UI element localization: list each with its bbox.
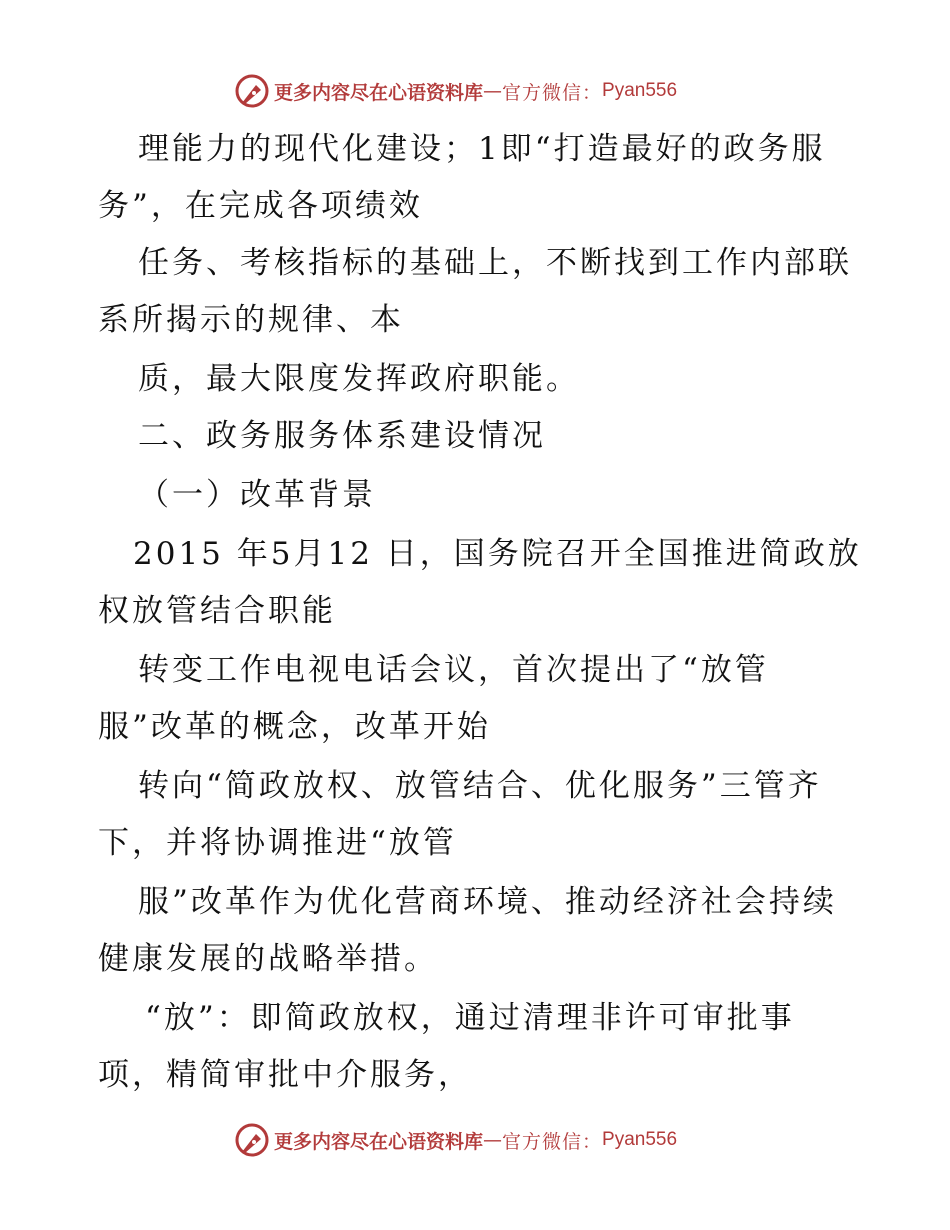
- body-line: 务”，在完成各项绩效: [98, 188, 423, 224]
- body-line: “放”：即简政放权，通过清理非许可审批事: [145, 1000, 795, 1036]
- body-line: 权放管结合职能: [98, 593, 336, 629]
- pen-nib-logo-icon: [234, 73, 270, 109]
- watermark-promo-text: 更多内容尽在心语资料库: [274, 81, 484, 104]
- watermark-separator: —: [483, 80, 503, 102]
- header-watermark-banner: [234, 71, 677, 111]
- watermark-official-label: 官方微信：: [502, 1130, 603, 1153]
- pen-nib-logo-icon: [234, 1122, 270, 1158]
- body-line: 质，最大限度发挥政府职能。: [138, 361, 580, 397]
- body-line: 转向“简政放权、放管结合、优化服务”三管齐: [138, 768, 822, 804]
- section-heading: 二、政务服务体系建设情况: [138, 418, 546, 454]
- body-line: 系所揭示的规律、本: [98, 302, 404, 338]
- subsection-heading: （一）改革背景: [138, 477, 376, 513]
- body-line: 2015 年5月12 日，国务院召开全国推进简政放: [133, 536, 862, 572]
- body-line: 任务、考核指标的基础上，不断找到工作内部联: [138, 245, 852, 281]
- watermark-official-label: 官方微信：: [502, 81, 603, 104]
- body-line: 下，并将协调推进“放管: [98, 825, 457, 861]
- watermark-wechat-id: Pyan556: [602, 1129, 678, 1150]
- body-line: 健康发展的战略举措。: [98, 941, 438, 977]
- body-line: 服”改革作为优化营商环境、推动经济社会持续: [138, 884, 837, 920]
- body-line: 理能力的现代化建设；1即“打造最好的政务服: [138, 131, 826, 167]
- watermark-separator: —: [483, 1129, 503, 1151]
- body-line: 项，精简审批中介服务，: [98, 1057, 472, 1093]
- body-line: 服”改革的概念，改革开始: [98, 709, 491, 745]
- footer-watermark-banner: [234, 1120, 677, 1160]
- watermark-wechat-id: Pyan556: [602, 80, 678, 101]
- body-line: 转变工作电视电话会议，首次提出了“放管: [138, 652, 769, 688]
- watermark-promo-text: 更多内容尽在心语资料库: [274, 1130, 484, 1153]
